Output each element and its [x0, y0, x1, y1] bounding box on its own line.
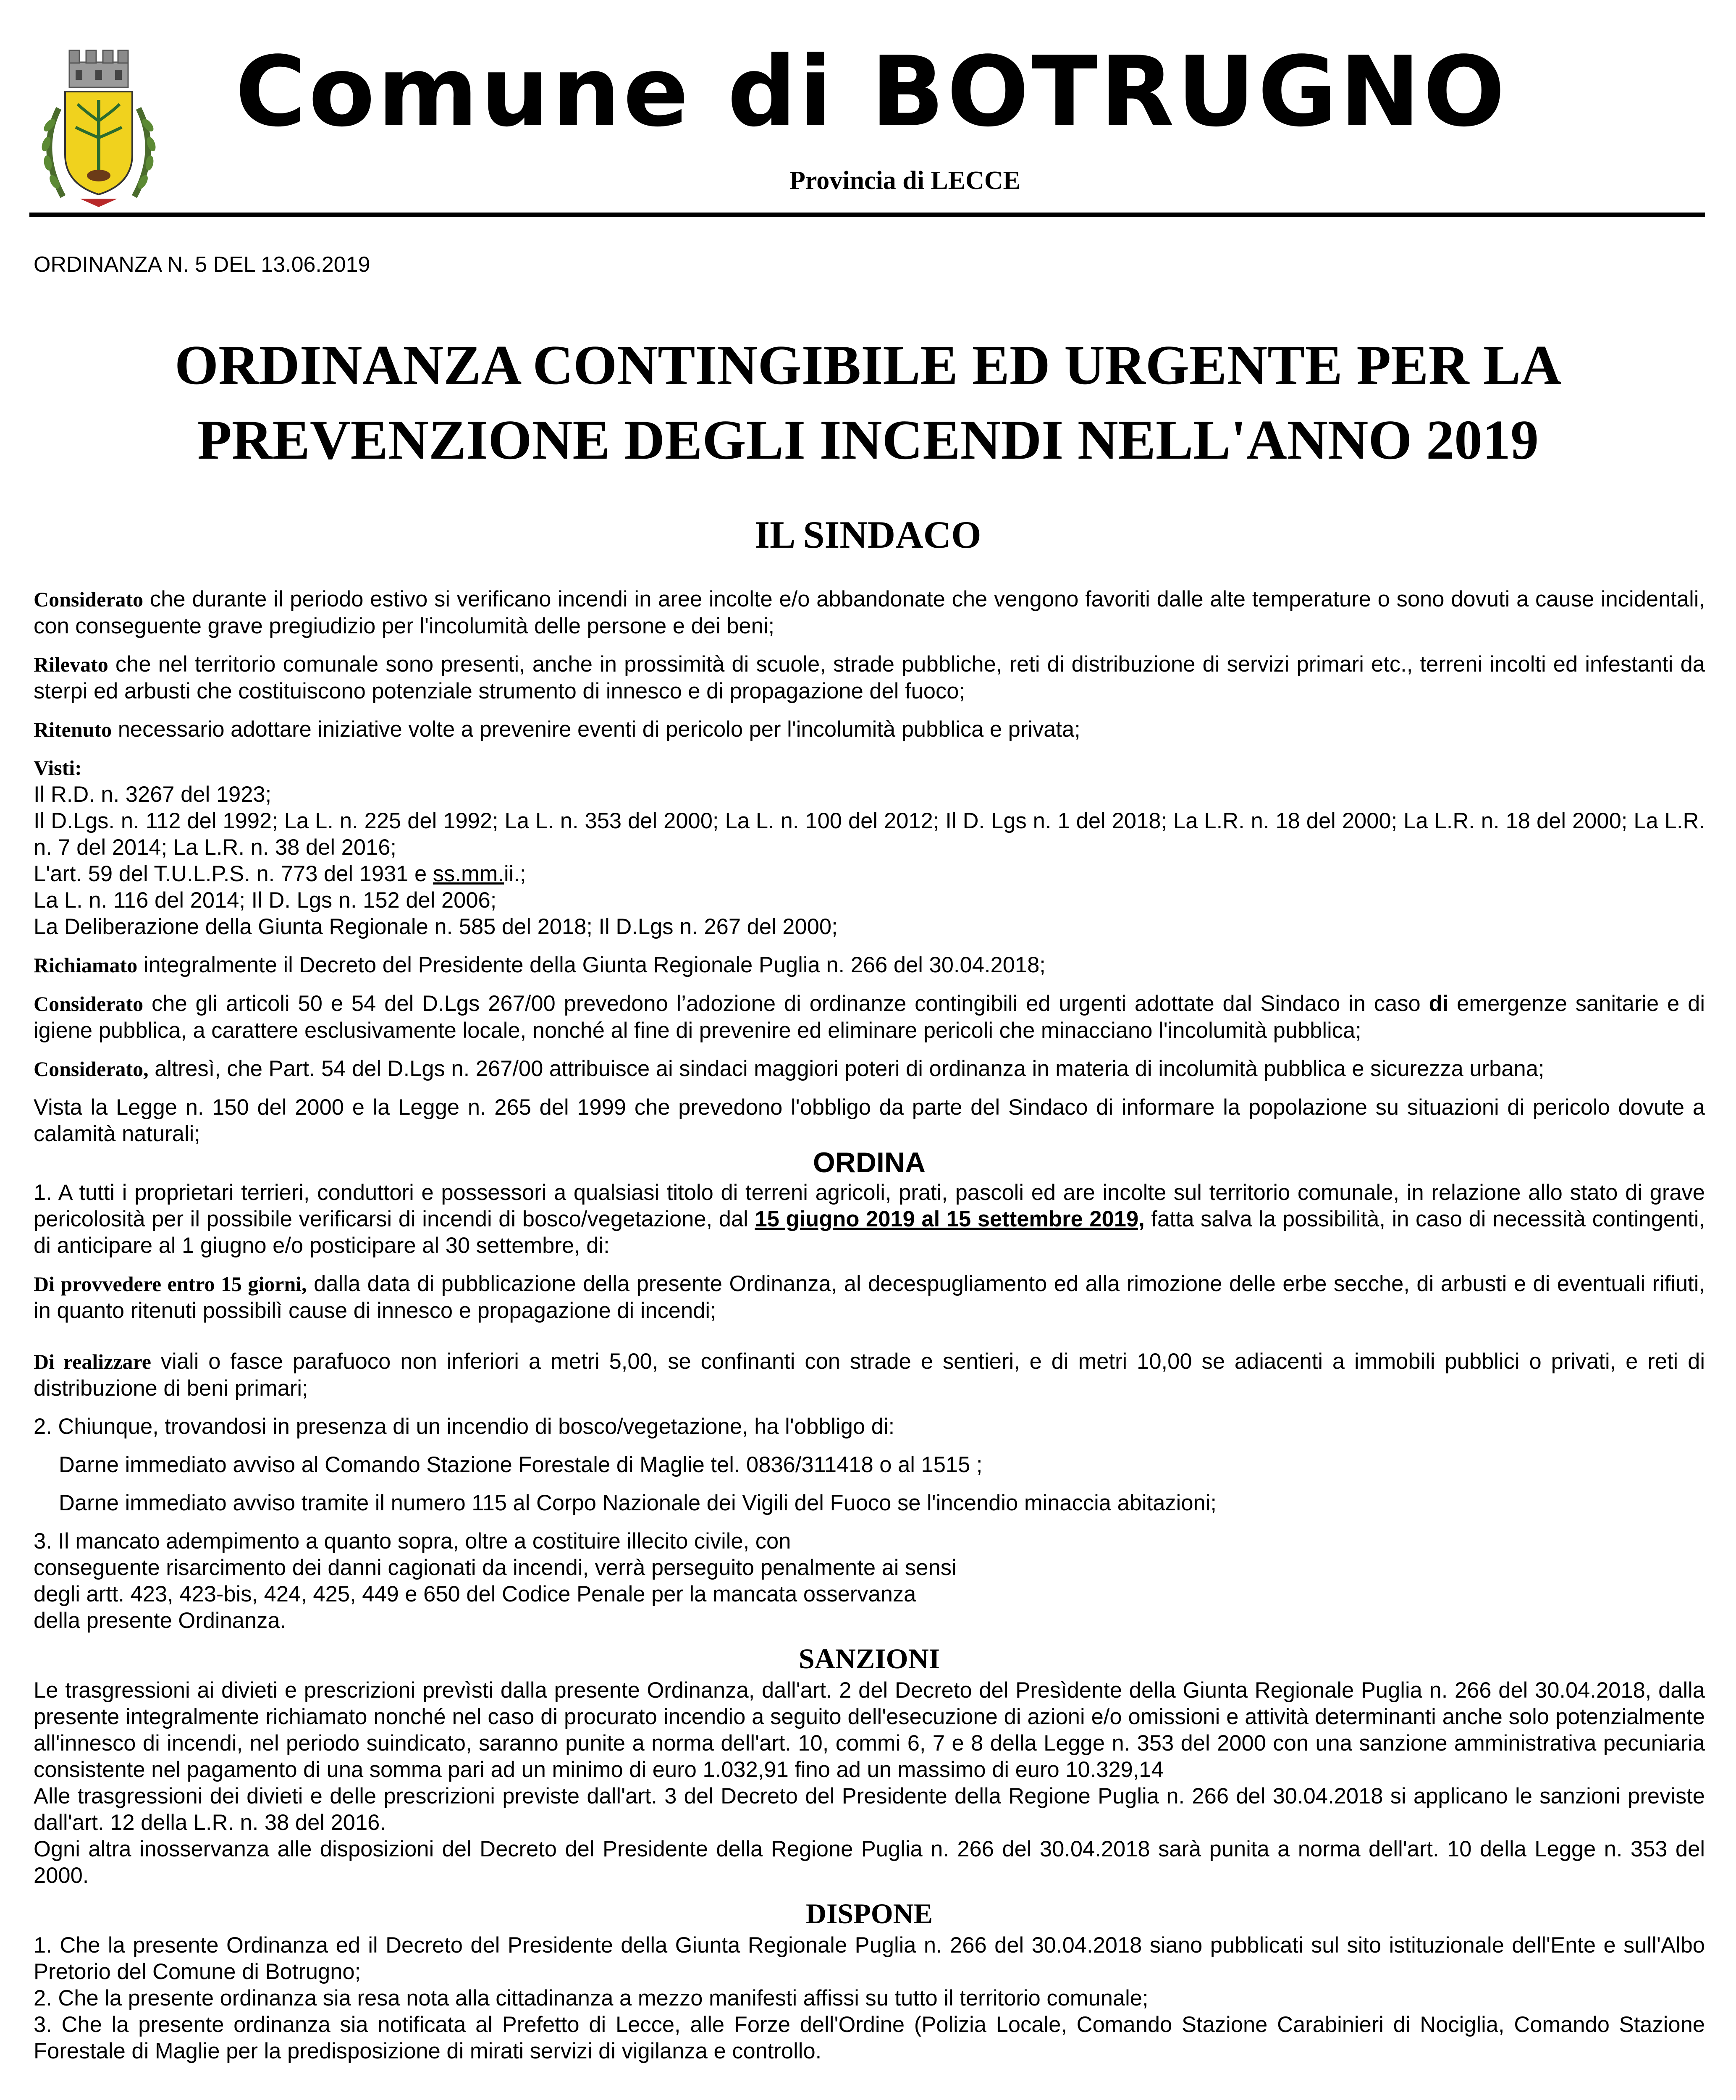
- paragraph-text: integralmente il Decreto del Presidente della Giunta Regionale Puglia n. 266 del 30.04.2018;: [137, 953, 1046, 977]
- sanzioni-paragraph-3: Ogni altra inosservanza alle disposizioni del Decreto del Presidente della Regione Puglia n. 266 del 30.04.2018 sarà punita a norma dell'art. 10 della Legge n. 353 del 2000.: [34, 1837, 1705, 1888]
- lead-word: Di realizzare: [34, 1350, 151, 1373]
- paragraph-visti: [34, 755, 1705, 940]
- sanzioni-heading: SANZIONI: [798, 1643, 940, 1675]
- lead-word: Considerato: [34, 992, 144, 1016]
- paragraph-text: che gli articoli 50 e 54 del D.Lgs 267/00 prevedono l’adozione di ordinanze contingibili ed urgenti adottate dal Sindaco in caso: [143, 991, 1429, 1016]
- ordina-item-2b: Darne immediato avviso tramite il numero 115 al Corpo Nazionale dei Vigili del Fuoco se l'incendio minaccia abitazioni;: [59, 1491, 1217, 1515]
- item3-line: 3. Il mancato adempimento a quanto sopra, oltre a costituire illecito civile, con: [34, 1529, 791, 1554]
- visti-item: Il D.Lgs. n. 112 del 1992; La L. n. 225 del 1992; La L. n. 353 del 2000; La L. n. 100 del 2012; Il D. Lgs n. 1 del 2018; La L.R. n. 18 del 2000; La L.R. n. 18 del 2000; La L.R. n. 7 del 2014; La L.R. n. 38 del 2016;: [34, 808, 1705, 860]
- bold-word: di: [1429, 991, 1449, 1016]
- ordina-realizzare: [34, 1348, 1705, 1402]
- paragraph-text: che nel territorio comunale sono presenti, anche in prossimità di scuole, strade pubbliche, reti di distribuzione di servizi primari etc., terreni incolti ed infestanti da sterpi ed arbusti che costituiscono potenziale strumento di innesco e di propagazione del fuoco;: [34, 652, 1705, 704]
- paragraph-considerato-3: [34, 1055, 1705, 1082]
- paragraph-rilevato: [34, 651, 1705, 704]
- dispone-item-3: 3. Che la presente ordinanza sia notificata al Prefetto di Lecce, alle Forze dell'Ordine (Polizia Locale, Comando Stazione Carabinieri di Nociglia, Comando Stazione Forestale di Maglie per la predisposizione di mirati servizi di vigilanza e controllo.: [34, 2012, 1705, 2063]
- visti-text: ii.;: [504, 861, 526, 886]
- paragraph-text: viali o fasce parafuoco non inferiori a metri 5,00, se confinanti con strade e sentieri, e di metri 10,00 se adiacenti a immobili pubblici o privati, e reti di distribuzione di beni primari;: [34, 1349, 1705, 1401]
- sanzioni-paragraph-2: Alle trasgressioni dei divieti e delle prescrizioni previste dall'art. 3 del Decreto del Presidente della Regione Puglia n. 266 del 30.04.2018 si applicano le sanzioni previste dall'art. 12 della L.R. n. 38 del 2016.: [34, 1784, 1705, 1835]
- province-subtitle: Provincia di LECCE: [789, 166, 1021, 195]
- document-headline: ORDINANZA CONTINGIBILE ED URGENTE PER LA PREVENZIONE DEGLI INCENDI NELL'ANNO 2019: [174, 334, 1562, 471]
- paragraph-text: 1. A tutti i proprietari terrieri, conduttori e possessori a qualsiasi titolo di terreni agricoli, prati, pascoli ed are incolte sul territorio comunale, in relazione allo stato di grave pericolosità per il possibile verificarsi di incendi di bosco/vegetazione, dal: [34, 1180, 1705, 1231]
- paragraph-text: altresì, che Part. 54 del D.Lgs n. 267/00 attribuisce ai sindaci maggiori poteri di ordinanza in materia di incolumità pubblica e sicurezza urbana;: [148, 1056, 1545, 1081]
- sanzioni-paragraph-1: Le trasgressioni ai divieti e prescrizioni prevìsti dalla presente Ordinanza, dall'art. 2 del Decreto del Presìdente della Giunta Regionale Puglia n. 266 del 30.04.2018, dalla presente integralmente richiamato nonché nel caso di procurato incendio a seguito dell'esecuzione di azioni e/o omissioni e attività determinanti anche solo potenzialmente all'innesco di incendi, nel periodo suindicato, saranno punite a norma dell'art. 10, commi 6, 7 e 8 della Legge n. 353 del 2000 con una sanzione amministrativa pecuniaria consistente nel pagamento di una somma pari ad un minimo di euro 1.032,91 fino ad un massimo di euro 10.329,14: [34, 1678, 1705, 1782]
- sindaco-heading: IL SINDACO: [755, 513, 981, 556]
- dispone-heading: DISPONE: [805, 1898, 933, 1929]
- lead-word: Di provvedere entro 15 giorni,: [34, 1272, 307, 1296]
- visti-item: La L. n. 116 del 2014; Il D. Lgs n. 152 del 2006;: [34, 888, 497, 913]
- lead-word: Richiamato: [34, 953, 138, 977]
- municipal-crest-icon: [29, 37, 168, 213]
- paragraph-ritenuto: [34, 716, 1705, 743]
- ordina-item-2: 2. Chiunque, trovandosi in presenza di un incendio di bosco/vegetazione, ha l'obbligo di:: [34, 1414, 895, 1439]
- ordinance-number: ORDINANZA N. 5 DEL 13.06.2019: [34, 252, 370, 277]
- municipality-title: Comune di BOTRUGNO: [235, 36, 1508, 148]
- lead-word: Rilevato: [34, 653, 108, 676]
- header-divider: [29, 213, 1705, 217]
- ordina-item-3: [34, 1528, 1083, 1634]
- paragraph-vista: Vista la Legge n. 150 del 2000 e la Legge n. 265 del 1999 che prevedono l'obbligo da parte del Sindaco di informare la popolazione su situazioni di pericolo dovute a calamità naturali;: [34, 1095, 1705, 1146]
- visti-abbrev: ss.mm.: [433, 861, 504, 886]
- paragraph-considerato-2: [34, 990, 1705, 1044]
- paragraph-richiamato: [34, 952, 1705, 979]
- visti-text: L'art. 59 del T.U.L.P.S. n. 773 del 1931 e: [34, 861, 433, 886]
- ordina-provvedere: [34, 1270, 1705, 1324]
- item3-line: degli artt. 423, 423-bis, 424, 425, 449 e 650 del Codice Penale per la mancata osservanza: [34, 1582, 916, 1606]
- ordina-heading: ORDINA: [813, 1147, 926, 1179]
- paragraph-text: emergenze sanitarie e di igiene pubblica, a carattere esclusivamente locale, nonché al fine di prevenire ed eliminare pericoli che minacciano l'incolumità pubblica;: [34, 991, 1705, 1043]
- visti-item: [34, 861, 1705, 887]
- paragraph-considerato-1: [34, 586, 1705, 639]
- dispone-item-2: 2. Che la presente ordinanza sia resa nota alla cittadinanza a mezzo manifesti affissi su tutto il territorio comunale;: [34, 1986, 1149, 2011]
- paragraph-text: necessario adottare iniziative volte a prevenire eventi di pericolo per l'incolumità pubblica e privata;: [112, 717, 1080, 742]
- item3-line: conseguente risarcimento dei danni cagionati da incendi, verrà perseguito penalmente ai sensi: [34, 1555, 957, 1580]
- visti-item: La Deliberazione della Giunta Regionale n. 585 del 2018; Il D.Lgs n. 267 del 2000;: [34, 914, 838, 939]
- paragraph-text: dalla data di pubblicazione della presente Ordinanza, al decespugliamento ed alla rimozione delle erbe secche, di arbusti e di eventuali rifiuti, in quanto ritenuti possibilì cause di innesco e propagazione di incendi;: [34, 1271, 1705, 1323]
- lead-word: Considerato,: [34, 1057, 149, 1081]
- visti-item: Il R.D. n. 3267 del 1923;: [34, 782, 272, 807]
- ordina-item-1: [34, 1179, 1705, 1259]
- paragraph-text: fatta salva la possibilità, in caso di necessità contingenti, di anticipare al 1 giugno e/o posticipare al 30 settembre, di:: [34, 1207, 1705, 1258]
- item3-line: della presente Ordinanza.: [34, 1608, 286, 1633]
- date-range: 15 giugno 2019 al 15 settembre 2019,: [755, 1207, 1145, 1231]
- dispone-item-1: 1. Che la presente Ordinanza ed il Decreto del Presidente della Giunta Regionale Puglia n. 266 del 30.04.2018 siano pubblicati sul sito istituzionale dell'Ente e sull'Albo Pretorio del Comune di Botrugno;: [34, 1933, 1705, 1984]
- paragraph-text: che durante il periodo estivo si verificano incendi in aree incolte e/o abbandonate che vengono favoriti dalle alte temperature o sono dovuti a cause incidentali, con conseguente grave pregiudizio per l'incolumità delle persone e dei beni;: [34, 587, 1705, 638]
- lead-word: Considerato: [34, 588, 144, 611]
- document-body: [34, 586, 1705, 2064]
- ordina-item-2a: Darne immediato avviso al Comando Stazione Forestale di Maglie tel. 0836/311418 o al 1515 ;: [59, 1452, 983, 1477]
- lead-word: Ritenuto: [34, 718, 112, 741]
- lead-word: Visti:: [34, 756, 82, 780]
